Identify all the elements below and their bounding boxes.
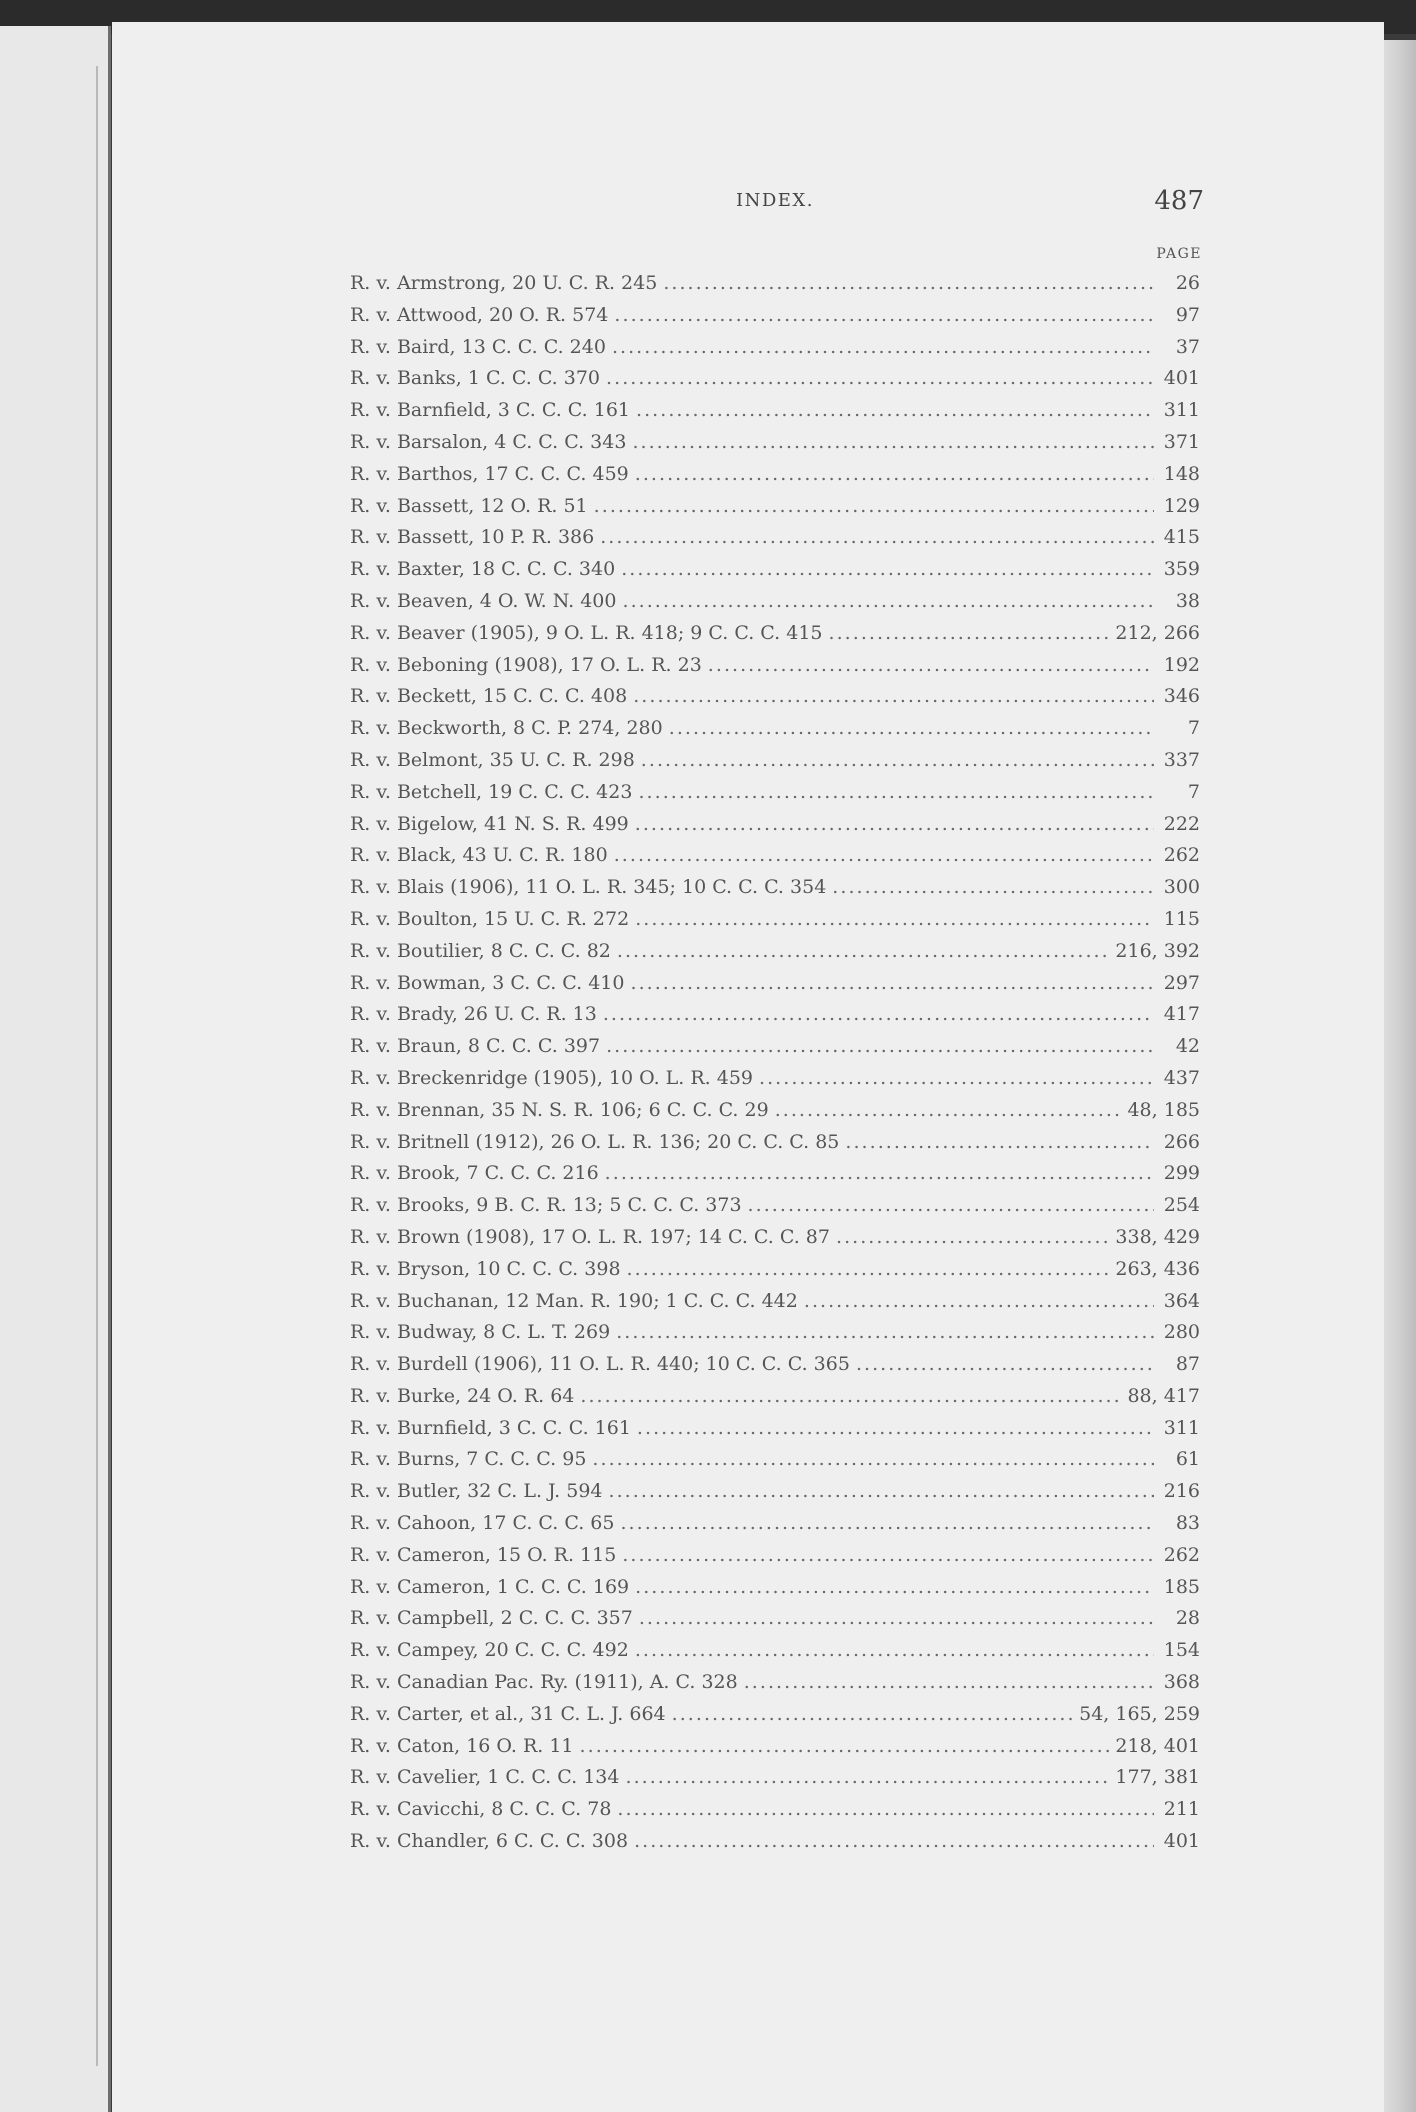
page-number: 487	[1154, 186, 1204, 216]
dot-leader	[641, 749, 1154, 771]
page-references: 263, 436	[1115, 1257, 1200, 1280]
page-references: 192	[1163, 653, 1200, 676]
index-entry	[350, 1321, 1200, 1353]
index-entry	[350, 654, 1200, 686]
case-citation: R. v. Beckworth, 8 C. P. 274, 280	[350, 717, 663, 740]
page-references: 346	[1163, 685, 1200, 708]
page-references: 222	[1163, 812, 1200, 835]
case-citation: R. v. Barnfield, 3 C. C. C. 161	[350, 399, 630, 422]
page-references: 300	[1163, 876, 1200, 899]
case-citation: R. v. Banks, 1 C. C. C. 370	[350, 367, 601, 390]
page-references: 415	[1163, 526, 1200, 549]
index-entry	[350, 1003, 1200, 1035]
dot-leader	[592, 1448, 1154, 1470]
page-references: 371	[1163, 430, 1200, 453]
dot-leader	[614, 844, 1154, 866]
page-references: 54, 165, 259	[1079, 1702, 1200, 1725]
page-references: 299	[1163, 1162, 1200, 1185]
index-entry	[350, 908, 1200, 940]
dot-leader	[639, 1607, 1154, 1629]
index-entry	[350, 1131, 1200, 1163]
dot-leader	[617, 940, 1110, 962]
index-entry	[350, 526, 1200, 558]
dot-leader	[804, 1290, 1154, 1312]
case-citation: R. v. Bassett, 10 P. R. 386	[350, 526, 595, 549]
index-entry	[350, 1162, 1200, 1194]
dot-leader	[635, 463, 1154, 485]
page-references: 280	[1163, 1321, 1200, 1344]
page-references: 311	[1163, 399, 1200, 422]
page-references: 266	[1163, 1130, 1200, 1153]
page-references: 254	[1163, 1194, 1200, 1217]
case-citation: R. v. Barsalon, 4 C. C. C. 343	[350, 430, 627, 453]
dot-leader	[622, 590, 1154, 612]
page-references: 48, 185	[1127, 1098, 1200, 1121]
index-entry	[350, 1035, 1200, 1067]
case-citation: R. v. Budway, 8 C. L. T. 269	[350, 1321, 611, 1344]
page-references: 212, 266	[1115, 621, 1200, 644]
page-references: 38	[1175, 589, 1200, 612]
dot-leader	[637, 1417, 1154, 1439]
dot-leader	[625, 1766, 1109, 1788]
index-entry	[350, 1099, 1200, 1131]
dot-leader	[627, 1258, 1110, 1280]
case-citation: R. v. Boutilier, 8 C. C. C. 82	[350, 939, 611, 962]
case-citation: R. v. Beaver (1905), 9 O. L. R. 418; 9 C. C. C. 415	[350, 621, 823, 644]
dot-leader	[622, 1544, 1154, 1566]
dot-leader	[635, 813, 1154, 835]
dot-leader	[600, 526, 1154, 548]
case-citation: R. v. Braun, 8 C. C. C. 397	[350, 1035, 601, 1058]
dot-leader	[630, 972, 1154, 994]
page-references: 115	[1163, 907, 1200, 930]
index-entry	[350, 590, 1200, 622]
index-entry	[350, 1766, 1200, 1798]
page-references: 154	[1163, 1639, 1200, 1662]
index-entry	[350, 495, 1200, 527]
page-references: 87	[1175, 1353, 1200, 1376]
dot-leader	[621, 558, 1154, 580]
page-references: 262	[1163, 844, 1200, 867]
case-citation: R. v. Cameron, 15 O. R. 115	[350, 1543, 617, 1566]
index-entry	[350, 622, 1200, 654]
page-references: 401	[1163, 1830, 1200, 1853]
index-entry	[350, 1576, 1200, 1608]
page-references: 262	[1163, 1543, 1200, 1566]
page-references: 28	[1175, 1607, 1200, 1630]
page-references: 337	[1163, 748, 1200, 771]
index-entry	[350, 972, 1200, 1004]
case-citation: R. v. Beboning (1908), 17 O. L. R. 23	[350, 653, 702, 676]
page-stack-edge	[1384, 40, 1416, 2112]
case-citation: R. v. Campey, 20 C. C. C. 492	[350, 1639, 629, 1662]
dot-leader	[832, 876, 1154, 898]
page-references: 7	[1187, 717, 1200, 740]
dot-leader	[744, 1671, 1154, 1693]
case-citation: R. v. Brennan, 35 N. S. R. 106; 6 C. C. C. 29	[350, 1098, 769, 1121]
index-entry	[350, 781, 1200, 813]
page-references: 359	[1163, 558, 1200, 581]
dot-leader	[632, 431, 1154, 453]
index-entry	[350, 558, 1200, 590]
case-citation: R. v. Baxter, 18 C. C. C. 340	[350, 558, 616, 581]
dot-leader	[836, 1226, 1109, 1248]
index-entry	[350, 1290, 1200, 1322]
page-references: 437	[1163, 1066, 1200, 1089]
case-citation: R. v. Burdell (1906), 11 O. L. R. 440; 10 C. C. C. 365	[350, 1353, 850, 1376]
page-references: 216, 392	[1115, 939, 1200, 962]
index-entry	[350, 1480, 1200, 1512]
index-entry	[350, 685, 1200, 717]
index-entry	[350, 1226, 1200, 1258]
index-entry	[350, 1830, 1200, 1862]
dot-leader	[605, 1162, 1154, 1184]
dot-leader	[617, 1798, 1154, 1820]
case-citation: R. v. Beaven, 4 O. W. N. 400	[350, 589, 617, 612]
index-entry	[350, 1448, 1200, 1480]
dot-leader	[609, 1480, 1154, 1502]
page-references: 211	[1163, 1798, 1200, 1821]
page-references: 368	[1163, 1671, 1200, 1694]
case-citation: R. v. Canadian Pac. Ry. (1911), A. C. 328	[350, 1671, 738, 1694]
case-citation: R. v. Cavicchi, 8 C. C. C. 78	[350, 1798, 612, 1821]
case-citation: R. v. Brook, 7 C. C. C. 216	[350, 1162, 599, 1185]
dot-leader	[616, 1321, 1154, 1343]
dot-leader	[775, 1099, 1122, 1121]
page-references: 83	[1175, 1512, 1200, 1535]
dot-leader	[669, 717, 1154, 739]
page-references: 61	[1175, 1448, 1200, 1471]
page-references: 185	[1163, 1575, 1200, 1598]
case-citation: R. v. Bryson, 10 C. C. C. 398	[350, 1257, 621, 1280]
dot-leader	[663, 272, 1154, 294]
case-citation: R. v. Armstrong, 20 U. C. R. 245	[350, 272, 658, 294]
index-entry	[350, 1512, 1200, 1544]
index-entry	[350, 1798, 1200, 1830]
dot-leader	[759, 1067, 1154, 1089]
index-entry	[350, 1258, 1200, 1290]
index-entry	[350, 1607, 1200, 1639]
case-citation: R. v. Brady, 26 U. C. R. 13	[350, 1003, 597, 1026]
index-entry	[350, 367, 1200, 399]
page-references: 129	[1163, 494, 1200, 517]
dot-leader	[635, 908, 1154, 930]
page-references: 26	[1175, 272, 1200, 294]
index-entry	[350, 813, 1200, 845]
index-entry	[350, 1067, 1200, 1099]
page-gutter-line	[96, 66, 98, 2066]
case-citation: R. v. Bassett, 12 O. R. 51	[350, 494, 588, 517]
page-references: 311	[1163, 1416, 1200, 1439]
index-entry	[350, 1639, 1200, 1671]
index-entry	[350, 1735, 1200, 1767]
index-entry	[350, 1353, 1200, 1385]
dot-leader	[829, 622, 1110, 644]
page-references: 297	[1163, 971, 1200, 994]
case-citation: R. v. Brown (1908), 17 O. L. R. 197; 14 C. C. C. 87	[350, 1225, 830, 1248]
index-entry	[350, 749, 1200, 781]
dot-leader	[856, 1353, 1154, 1375]
case-citation: R. v. Cameron, 1 C. C. C. 169	[350, 1575, 630, 1598]
index-entry-list	[350, 272, 1200, 1862]
dot-leader	[633, 685, 1154, 707]
dot-leader	[580, 1735, 1110, 1757]
page-column-label: PAGE	[1156, 246, 1202, 262]
index-entry	[350, 399, 1200, 431]
dot-leader	[603, 1003, 1154, 1025]
page-references: 401	[1163, 367, 1200, 390]
dot-leader	[638, 781, 1154, 803]
index-entry	[350, 463, 1200, 495]
dot-leader	[636, 399, 1154, 421]
dot-leader	[620, 1512, 1154, 1534]
case-citation: R. v. Baird, 13 C. C. C. 240	[350, 335, 606, 358]
index-entry	[350, 304, 1200, 336]
case-citation: R. v. Butler, 32 C. L. J. 594	[350, 1480, 603, 1503]
case-citation: R. v. Carter, et al., 31 C. L. J. 664	[350, 1702, 666, 1725]
page-references: 42	[1175, 1035, 1200, 1058]
index-entry	[350, 1417, 1200, 1449]
case-citation: R. v. Brooks, 9 B. C. R. 13; 5 C. C. C. 373	[350, 1194, 742, 1217]
case-citation: R. v. Boulton, 15 U. C. R. 272	[350, 907, 630, 930]
index-entry	[350, 1385, 1200, 1417]
index-entry	[350, 336, 1200, 368]
case-citation: R. v. Black, 43 U. C. R. 180	[350, 844, 608, 867]
case-citation: R. v. Breckenridge (1905), 10 O. L. R. 459	[350, 1066, 753, 1089]
running-head-title: INDEX.	[736, 190, 814, 211]
page-references: 37	[1175, 335, 1200, 358]
case-citation: R. v. Belmont, 35 U. C. R. 298	[350, 748, 635, 771]
case-citation: R. v. Buchanan, 12 Man. R. 190; 1 C. C. C. 442	[350, 1289, 798, 1312]
page-references: 364	[1163, 1289, 1200, 1312]
dot-leader	[612, 336, 1154, 358]
case-citation: R. v. Burke, 24 O. R. 64	[350, 1384, 575, 1407]
case-citation: R. v. Bowman, 3 C. C. C. 410	[350, 971, 625, 994]
page-references: 218, 401	[1115, 1734, 1200, 1757]
page-references: 216	[1163, 1480, 1200, 1503]
dot-leader	[672, 1703, 1074, 1725]
dot-leader	[614, 304, 1154, 326]
page-references: 338, 429	[1115, 1225, 1200, 1248]
case-citation: R. v. Burnfield, 3 C. C. C. 161	[350, 1416, 631, 1439]
dot-leader	[748, 1194, 1154, 1216]
case-citation: R. v. Betchell, 19 C. C. C. 423	[350, 780, 633, 803]
index-entry	[350, 1544, 1200, 1576]
dot-leader	[634, 1830, 1154, 1852]
dot-leader	[580, 1385, 1121, 1407]
page-references: 148	[1163, 462, 1200, 485]
dot-leader	[635, 1576, 1154, 1598]
page-references: 177, 381	[1115, 1766, 1200, 1789]
page-references: 7	[1187, 780, 1200, 803]
index-entry	[350, 940, 1200, 972]
index-entry	[350, 1671, 1200, 1703]
index-entry	[350, 876, 1200, 908]
page-references: 417	[1163, 1003, 1200, 1026]
index-entry	[350, 717, 1200, 749]
case-citation: R. v. Bigelow, 41 N. S. R. 499	[350, 812, 629, 835]
page-references: 97	[1175, 303, 1200, 326]
index-entry	[350, 844, 1200, 876]
case-citation: R. v. Campbell, 2 C. C. C. 357	[350, 1607, 633, 1630]
case-citation: R. v. Barthos, 17 C. C. C. 459	[350, 462, 629, 485]
case-citation: R. v. Burns, 7 C. C. C. 95	[350, 1448, 587, 1471]
case-citation: R. v. Blais (1906), 11 O. L. R. 345; 10 C. C. C. 354	[350, 876, 827, 899]
case-citation: R. v. Beckett, 15 C. C. C. 408	[350, 685, 628, 708]
index-entry	[350, 272, 1200, 304]
facing-page-edge	[0, 26, 111, 2112]
case-citation: R. v. Britnell (1912), 26 O. L. R. 136; 20 C. C. C. 85	[350, 1130, 840, 1153]
index-entry	[350, 431, 1200, 463]
dot-leader	[594, 495, 1154, 517]
case-citation: R. v. Cahoon, 17 C. C. C. 65	[350, 1512, 615, 1535]
dot-leader	[606, 367, 1154, 389]
case-citation: R. v. Cavelier, 1 C. C. C. 134	[350, 1766, 620, 1789]
dot-leader	[845, 1131, 1154, 1153]
dot-leader	[635, 1639, 1154, 1661]
dot-leader	[606, 1035, 1154, 1057]
case-citation: R. v. Attwood, 20 O. R. 574	[350, 303, 609, 326]
case-citation: R. v. Chandler, 6 C. C. C. 308	[350, 1830, 629, 1853]
index-entry	[350, 1194, 1200, 1226]
page-references: 88, 417	[1127, 1384, 1200, 1407]
dot-leader	[708, 654, 1154, 676]
index-entry	[350, 1703, 1200, 1735]
case-citation: R. v. Caton, 16 O. R. 11	[350, 1734, 574, 1757]
